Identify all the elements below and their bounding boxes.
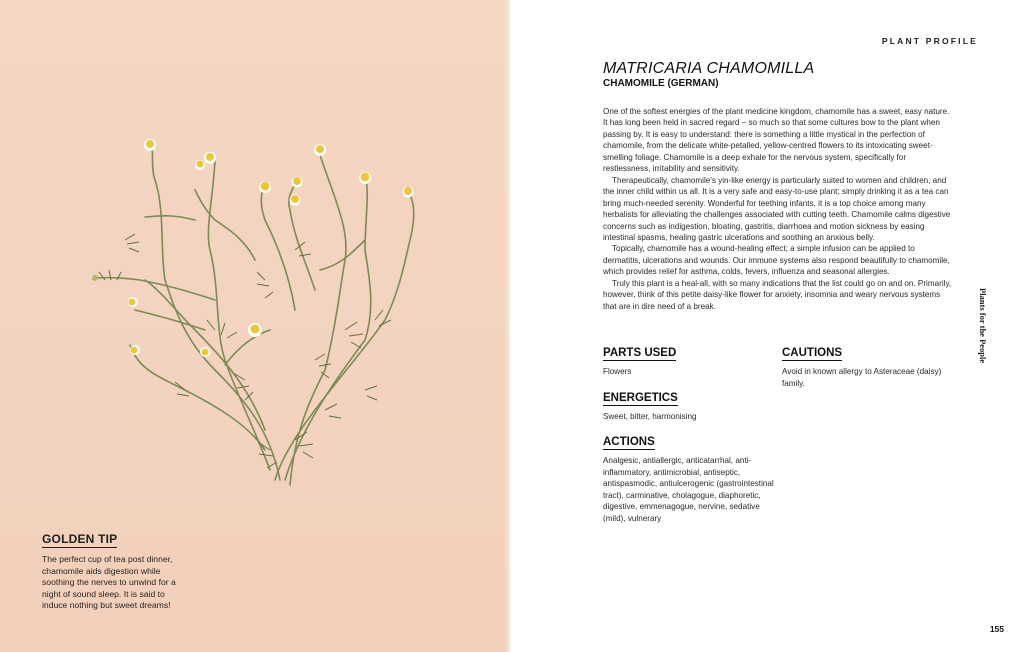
book-title-vertical: Plants for the People bbox=[978, 288, 988, 364]
cautions-heading: CAUTIONS bbox=[782, 347, 843, 359]
right-page-profile bbox=[510, 0, 1020, 652]
golden-tip-box bbox=[42, 530, 182, 612]
attributes-right-column bbox=[782, 343, 957, 399]
golden-tip-text: The perfect cup of tea post dinner, chamomile aids digestion while soothing the nerves to unwind for a night of sound sleep. It is said to induce nothing but sweet dreams! bbox=[42, 554, 176, 611]
actions-value: Analgesic, antiallergic, anticatarrhal, anti-inflammatory, antimicrobial, antiseptic, antispasmodic, antiulcerogenic (gastrointestinal tract), carminative, cholagogue, diaphoretic, digestive, emmenagogue, nervine, sedative (mild), vulnerary bbox=[603, 456, 774, 523]
energetics-heading: ENERGETICS bbox=[603, 391, 678, 404]
plant-latin-name: MATRICARIA CHAMOMILLA bbox=[603, 60, 815, 77]
golden-tip-title: GOLDEN TIP bbox=[42, 532, 118, 546]
energetics-value: Sweet, bitter, harmonising bbox=[603, 411, 697, 421]
chamomile-plant-illustration bbox=[60, 130, 430, 500]
section-label: PLANT PROFILE bbox=[881, 36, 978, 46]
paragraph: Therapeutically, chamomile's yin-like energy is particularly suited to women and children, and the inner child within us all. It is a very safe and easy-to-use plant; simply drinking it as a tea can bring much-needed serenity. Wonderful for teething infants, it is a top choice among many herbalists for alleviating the challenges associated with cutting teeth. Chamomile calms digestive concerns such as indigestion, bloating, gastritis, diarrhoea and motion sickness by easing intestinal spasms, healing gastric ulcerations and soothing an anxious belly. bbox=[603, 175, 951, 242]
actions-heading: ACTIONS bbox=[603, 436, 655, 448]
plant-common-name: CHAMOMILE (GERMAN) bbox=[603, 78, 719, 89]
cautions-value: Avoid in known allergy to Asteraceae (daisy) family. bbox=[782, 367, 942, 388]
paragraph: Truly this plant is a heal-all, with so many indications that the list could go on and on. Primarily, however, think of this petite daisy-like flower for anxiety, insomnia and weary nervous systems that are in dire need of a break. bbox=[603, 278, 952, 311]
parts-used-heading: PARTS USED bbox=[603, 347, 677, 359]
profile-body bbox=[603, 106, 953, 312]
paragraph: Topically, chamomile has a wound-healing effect; a simple infusion can be applied to dermatitis, ulcerations and wounds. Our immune systems also respond beautifully to chamomile, which provides relief for asthma, colds, fevers, influenza and seasonal allergies. bbox=[603, 244, 950, 277]
paragraph: One of the softest energies of the plant medicine kingdom, chamomile has a sweet, easy nature. It has long been held in sacred regard – so much so that some cultures bow to the plant when passing by. It is easy to understand: there is something a little mystical in the perfection of chamomile, from the delicate white-petalled, yellow-centred flowers to its intoxicating sweet-smelling foliage. Chamomile is a deep exhale for the nervous system, specifically for restlessness, irritability and sensitivity. bbox=[603, 107, 950, 174]
parts-used-value: Flowers bbox=[603, 367, 632, 376]
page-number: 155 bbox=[989, 624, 1004, 634]
attributes-left-column bbox=[603, 343, 778, 534]
